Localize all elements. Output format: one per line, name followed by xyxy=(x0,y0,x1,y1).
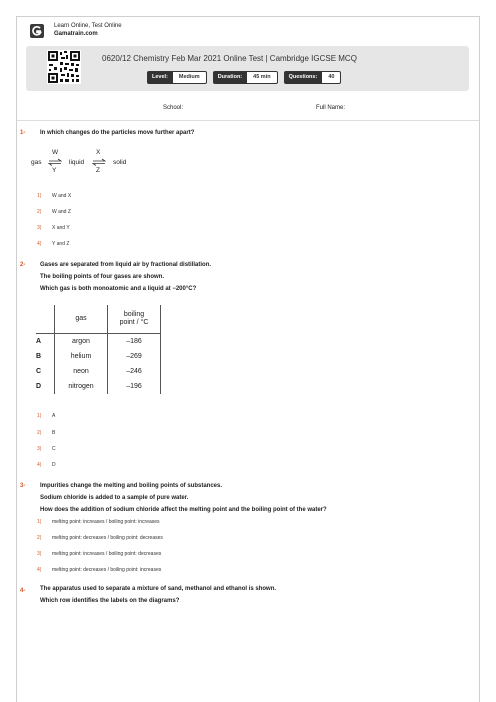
q3-option-4[interactable]: 4) melting point: decreases / boiling point: increases xyxy=(37,567,162,573)
q1-option-2[interactable]: 2) W and Z xyxy=(37,209,71,215)
q2-option-4[interactable]: 4) D xyxy=(37,462,56,468)
eq-gas: gas xyxy=(31,159,42,166)
eq-y: Y xyxy=(52,167,57,174)
question-3-line-3: How does the addition of sodium chloride affect the melting point and the boiling point of the water? xyxy=(40,507,327,513)
q2-option-1[interactable]: 1) A xyxy=(37,413,56,419)
eq-w: W xyxy=(52,149,59,156)
question-2-line-3: Which gas is both monoatomic and a liquid at −200°C? xyxy=(40,286,197,292)
qr-code-icon xyxy=(47,50,81,84)
question-4-line-2: Which row identifies the labels on the diagrams? xyxy=(40,598,180,604)
question-3-line-2: Sodium chloride is added to a sample of pure water. xyxy=(40,495,189,501)
table-row: D nitrogen –196 xyxy=(36,379,161,394)
q3-option-1[interactable]: 1) melting point: increases / boiling point: increases xyxy=(37,519,160,525)
equilibrium-arrow-icon xyxy=(48,158,62,166)
question-3-number: 3- xyxy=(20,483,26,489)
q2-option-3[interactable]: 3) C xyxy=(37,446,56,452)
question-2-line-2: The boiling points of four gases are shown. xyxy=(40,274,165,280)
brand-site[interactable]: Gamatrain.com xyxy=(54,31,98,37)
question-1-text: In which changes do the particles move further apart? xyxy=(40,130,195,136)
questions-badge xyxy=(284,71,342,84)
level-value: Medium xyxy=(173,71,207,84)
fullname-field-label: Full Name: xyxy=(316,105,346,111)
eq-x: X xyxy=(96,149,101,156)
question-2-line-1: Gases are separated from liquid air by fractional distillation. xyxy=(40,262,212,268)
divider xyxy=(17,120,479,121)
questions-value: 40 xyxy=(322,71,341,84)
brand-tagline: Learn Online, Test Online xyxy=(54,23,122,29)
questions-label: Questions: xyxy=(284,71,323,84)
table-header-gas: gas xyxy=(55,305,108,334)
table-row: B helium –269 xyxy=(36,349,161,364)
test-header xyxy=(26,46,469,91)
equilibrium-arrow-icon xyxy=(92,158,106,166)
eq-z: Z xyxy=(96,167,100,174)
test-title: 0620/12 Chemistry Feb Mar 2021 Online Test | Cambridge IGCSE MCQ xyxy=(102,54,357,63)
level-badge xyxy=(147,71,207,84)
table-header-boiling-point: boiling point / °C xyxy=(108,305,161,334)
q3-option-3[interactable]: 3) melting point: increases / boiling point: decreases xyxy=(37,551,162,557)
question-3-line-1: Impurities change the melting and boiling points of substances. xyxy=(40,483,223,489)
q3-option-2[interactable]: 2) melting point: decreases / boiling point: decreases xyxy=(37,535,163,541)
q1-option-1[interactable]: 1) W and X xyxy=(37,193,72,199)
duration-label: Duration: xyxy=(213,71,247,84)
q1-option-3[interactable]: 3) X and Y xyxy=(37,225,70,231)
question-4-number: 4- xyxy=(20,588,26,594)
table-row: A argon –186 xyxy=(36,334,161,350)
eq-solid: solid xyxy=(113,159,127,166)
duration-badge xyxy=(213,71,278,84)
table-row: C neon –246 xyxy=(36,364,161,379)
question-4-line-1: The apparatus used to separate a mixture of sand, methanol and ethanol is shown. xyxy=(40,586,277,592)
school-field-label: School: xyxy=(163,105,184,111)
question-2-number: 2- xyxy=(20,262,26,268)
duration-value: 45 min xyxy=(247,71,277,84)
table-header-row xyxy=(36,305,161,334)
eq-liquid: liquid xyxy=(69,159,85,166)
level-label: Level: xyxy=(147,71,173,84)
q2-option-2[interactable]: 2) B xyxy=(37,430,56,436)
question-1-number: 1- xyxy=(20,130,26,136)
boiling-points-table xyxy=(36,305,161,394)
gamatrain-logo-icon xyxy=(30,24,44,38)
q1-option-4[interactable]: 4) Y and Z xyxy=(37,241,70,247)
